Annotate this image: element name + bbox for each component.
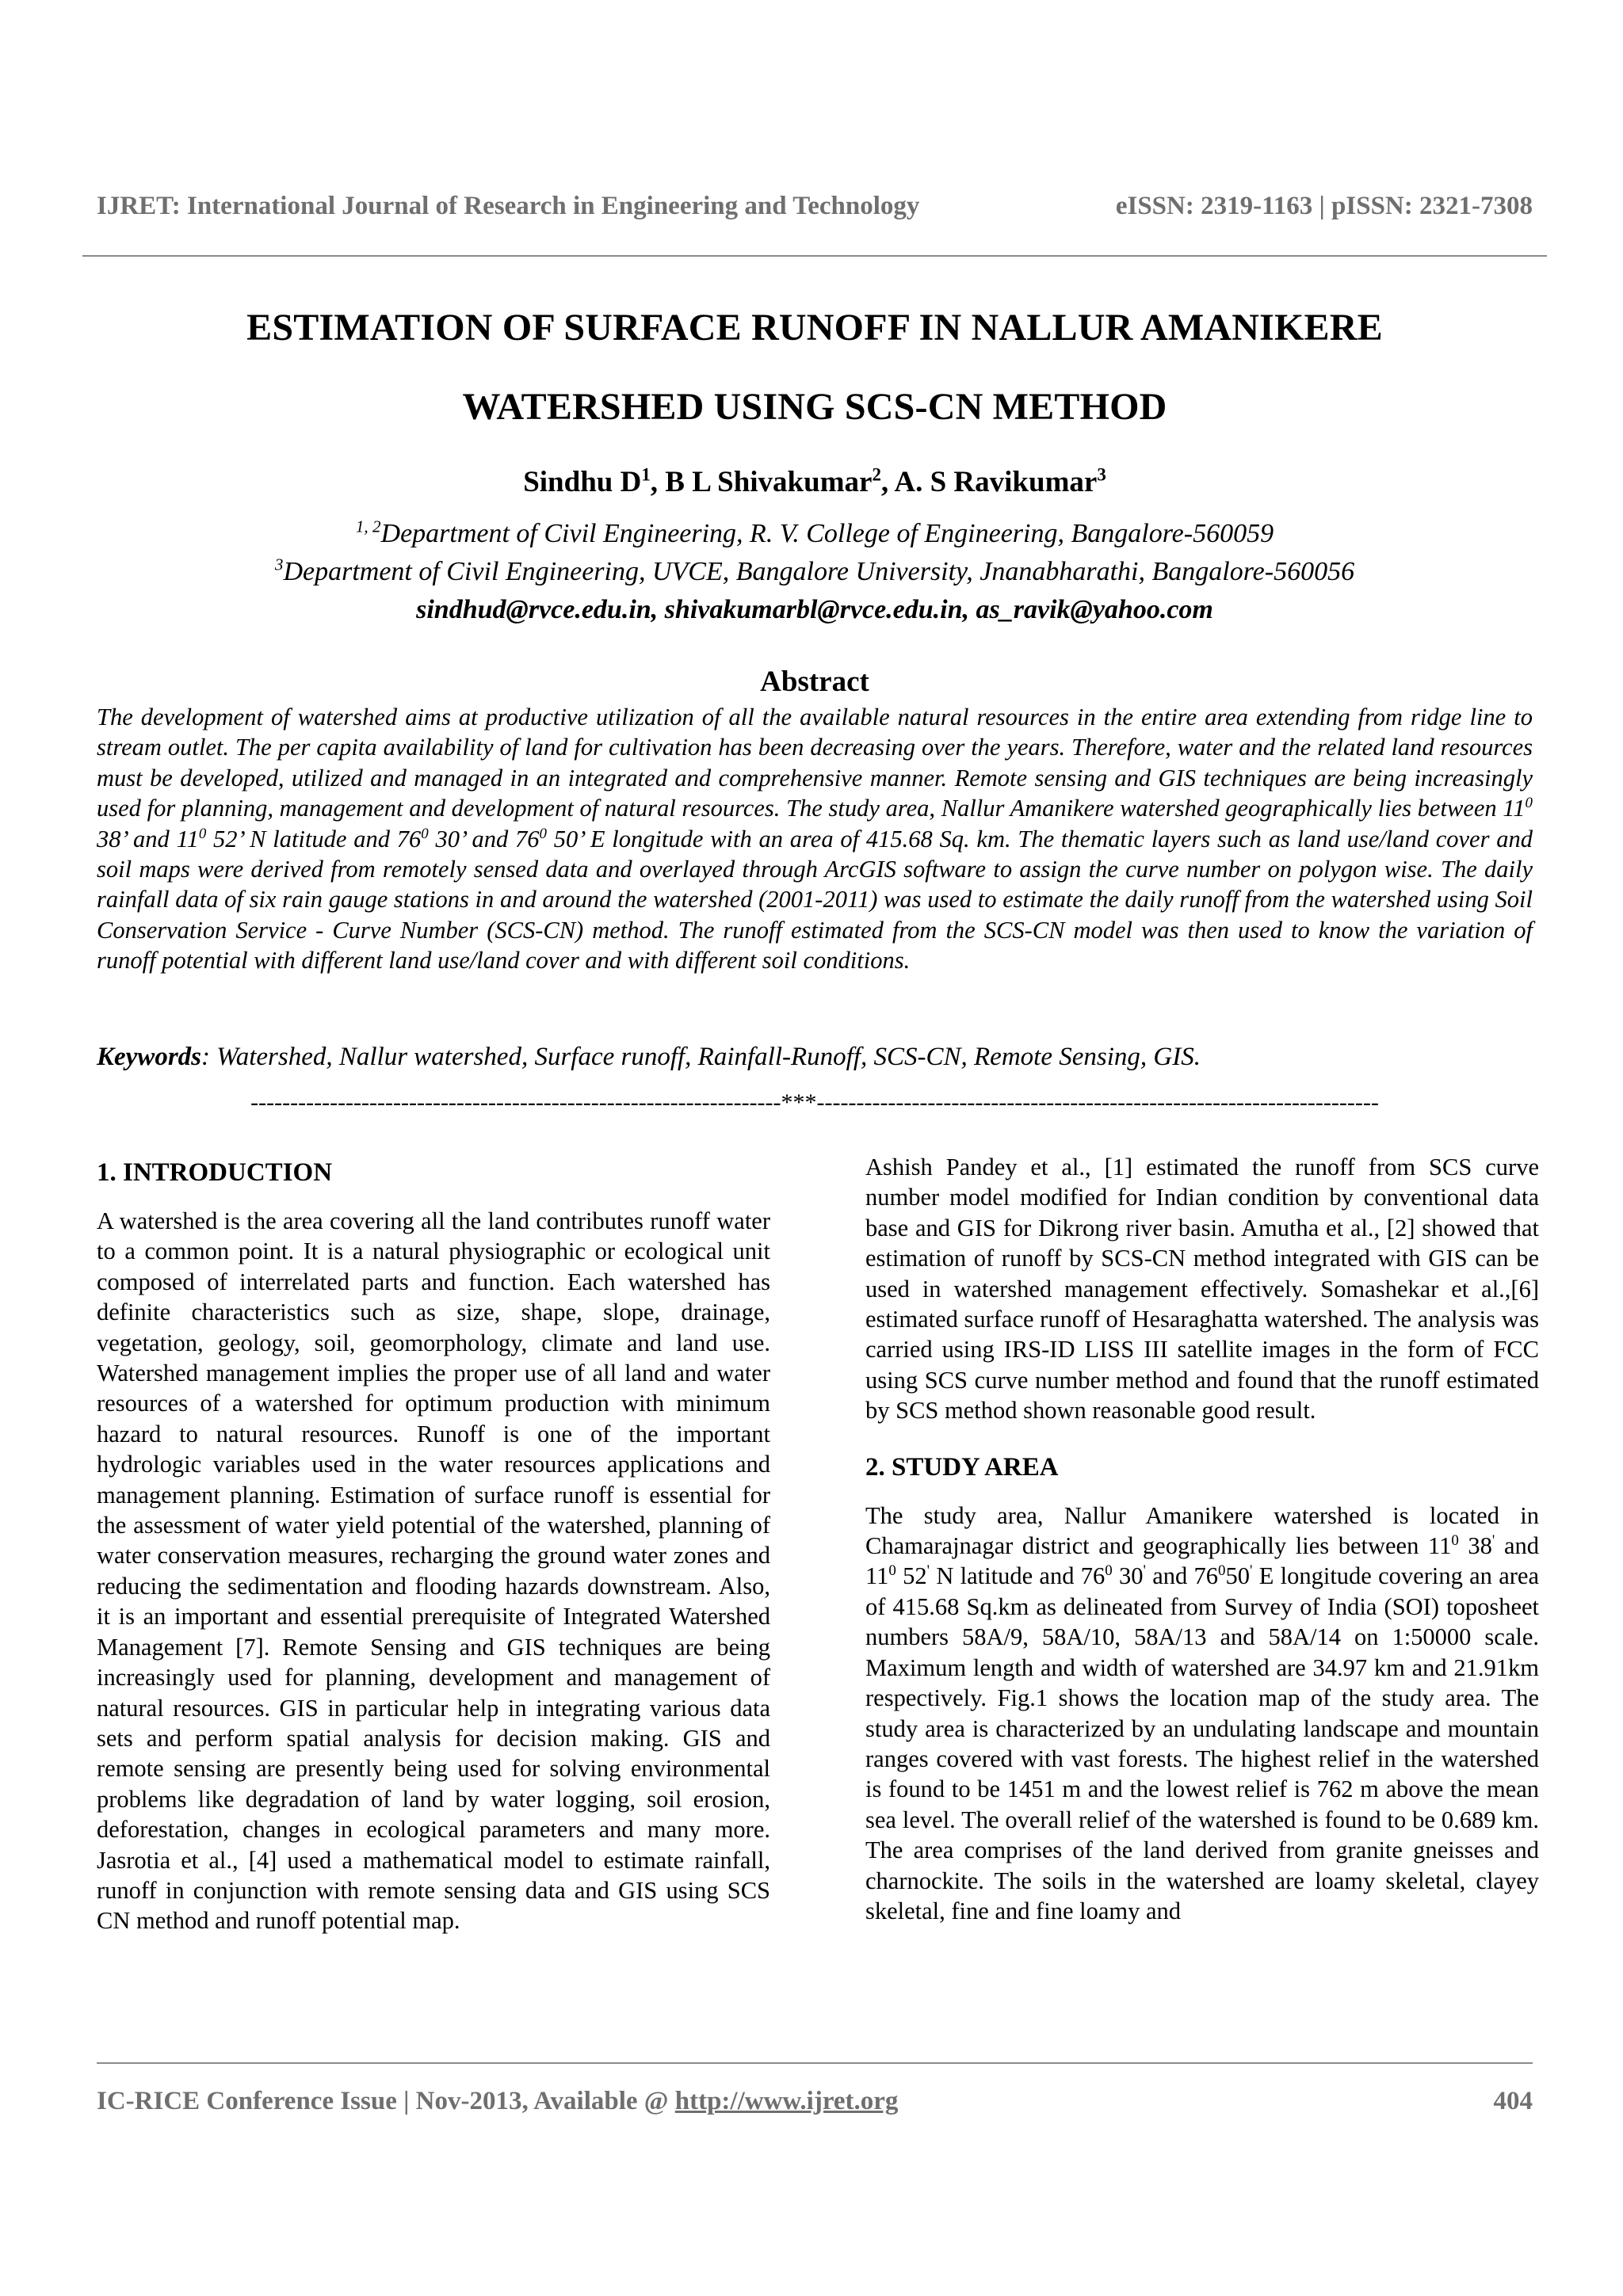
abstract-part: The development of watershed aims at productive utilization of all the available natural resources in the entire area extending from ridge line to stream outlet. The per capita availability of land for cultivation has been decreasing over the years. Therefore, water and the related land resources must be developed, utilized and managed in an integrated and comprehensive manner. Remote sensing and GIS techniques are being increasingly used for planning, management and development of natural resources. The study area, Nallur Amanikere watershed geographically lies between 11	[97, 704, 1533, 822]
introduction-text: A watershed is the area covering all the land contributes runoff water to a common point. It is a natural physiographic or ecological unit composed of interrelated parts and function. Each watershed has definite characteristics such as size, shape, slope, drainage, vegetation, geology, soil, geomorphology, climate and land use. Watershed management implies the proper use of all land and water resources of a watershed for optimum production with minimum hazard to natural resources. Runoff is one of the important hydrologic variables used in the water resources applications and management planning. Estimation of surface runoff is essential for the assessment of water yield potential of the watershed, planning of water conservation measures, recharging the ground water zones and reducing the sedimentation and flooding hazards downstream. Also, it is an important and essential prerequisite of Integrated Watershed Management [7]. Remote Sensing and GIS techniques are being increasingly used for planning, development and management of natural resources. GIS in particular help in integrating various data sets and perform spatial analysis for decision making. GIS and remote sensing are presently being used for solving environmental problems like degradation of land by water logging, soil erosion, deforestation, changes in ecological parameters and many more. Jasrotia et al., [4] used a mathematical model to estimate rainfall, runoff in conjunction with remote sensing data and GIS using SCS CN method and runoff potential map.	[97, 1207, 770, 1935]
degree-sup: 0	[1105, 1562, 1113, 1580]
affiliation-1	[97, 515, 1533, 553]
introduction-continued: Ashish Pandey et al., [1] estimated the runoff from SCS curve number model modified for Indian condition by conventional data base and GIS for Dikrong river basin. Amutha et al., [2] showed that estimation of runoff by SCS-CN method integrated with GIS can be used in watershed management effectively. Somashekar et al.,[6] estimated surface runoff of Hesaraghatta watershed. The analysis was carried using IRS-ID LISS III satellite images in the form of FCC using SCS curve number method and found that the runoff estimated by SCS method shown reasonable good result.	[865, 1154, 1540, 1425]
title-line-2: WATERSHED USING SCS-CN METHOD	[462, 386, 1167, 428]
footer-citation	[97, 2087, 898, 2116]
minute-sup: '	[1491, 1531, 1495, 1549]
introduction-heading: 1. INTRODUCTION	[97, 1158, 333, 1187]
minute-sup: '	[926, 1562, 930, 1580]
journal-name: IJRET: International Journal of Research in Engineering and Technology	[97, 192, 920, 220]
study-text-part: 30	[1112, 1562, 1144, 1590]
author-2-sup: 2	[872, 464, 881, 485]
keywords-text: : Watershed, Nallur watershed, Surface runoff, Rainfall-Runoff, SCS-CN, Remote Sensing, GIS.	[201, 1043, 1201, 1071]
study-area-text	[865, 1501, 1539, 1927]
author-emails: sindhud@rvce.edu.in, shivakumarbl@rvce.edu.in, as_ravik@yahoo.com	[416, 595, 1213, 624]
running-header	[97, 181, 1533, 236]
degree-sup: 0	[1525, 795, 1533, 812]
study-text-part: N latitude and 76	[930, 1562, 1106, 1590]
author-3-sup: 3	[1097, 464, 1106, 485]
journal-link[interactable]: http://www.ijret.org	[674, 2087, 899, 2115]
affiliations	[97, 515, 1533, 629]
affiliation-2-text: Department of Civil Engineering, UVCE, Bangalore University, Jnanabharathi, Bangalore-560056	[283, 557, 1355, 586]
study-area-heading: 2. STUDY AREA	[865, 1452, 1059, 1482]
author-1-sup: 1	[641, 464, 651, 485]
affiliation-2	[97, 553, 1533, 591]
study-text-part: and 11	[865, 1532, 1539, 1590]
abstract-part: 50’ E longitude with an area of 415.68 Sq. km. The thematic layers such as land use/land cover and soil maps were derived from remotely sensed data and overlayed through ArcGIS software to assign the curve number on polygon wise. The daily rainfall data of six rain gauge stations in and around the watershed (2001-2011) was used to estimate the daily runoff from the watershed using Soil Conservation Service - Curve Number (SCS-CN) method. The runoff estimated from the SCS-CN model was then used to know the variation of runoff potential with different land use/land cover and with different soil conditions.	[97, 825, 1533, 974]
minute-sup: '	[1250, 1562, 1253, 1580]
affiliation-2-sup: 3	[274, 555, 284, 574]
affiliation-1-text: Department of Civil Engineering, R. V. College of Engineering, Bangalore-560059	[380, 519, 1274, 548]
footer-rule	[97, 2062, 1533, 2064]
page-number: 404	[1493, 2087, 1533, 2115]
keywords-label: Keywords	[97, 1043, 201, 1071]
header-rule	[82, 255, 1547, 257]
study-text-part: and 76	[1145, 1562, 1219, 1590]
degree-sup: 0	[539, 825, 547, 842]
abstract-part: 30’ and 76	[428, 825, 540, 852]
abstract-part: 52’ N latitude and 76	[206, 825, 422, 852]
affiliation-1-sup: 1, 2	[355, 517, 381, 536]
issn-info: eISSN: 2319-1163 | pISSN: 2321-7308	[1115, 192, 1533, 220]
abstract-text	[97, 702, 1533, 976]
running-footer	[97, 2077, 1533, 2125]
study-text-part: E longitude covering an area of 415.68 Sq.km as delineated from Survey of India (SOI) toposheet numbers 58A/9, 58A/10, 58A/13 and 58A/14 on 1:50000 scale. Maximum length and width of watershed are 34.97 km and 21.91km respectively. Fig.1 shows the location map of the study area. The study area is characterized by an undulating landscape and mountain ranges covered with vast forests. The highest relief in the watershed is found to be 1451 m and the lowest relief is 762 m above the mean sea level. The overall relief of the watershed is found to be 0.689 km. The area comprises of the land derived from granite gneisses and charnockite. The soils in the watershed are loamy skeletal, clayey skeletal, fine and fine loamy and	[865, 1562, 1539, 1924]
right-column	[865, 1152, 1539, 1926]
abstract-part: 38’ and 11	[97, 825, 199, 852]
author-1: Sindhu D	[523, 466, 642, 498]
keywords	[97, 1039, 1533, 1074]
author-2: , B L Shivakumar	[650, 466, 873, 498]
degree-sup: 0	[888, 1562, 896, 1580]
study-text-part: The study area, Nallur Amanikere watershed is located in Chamarajnagar district and geographically lies between 11	[865, 1501, 1539, 1560]
study-text-part: 52	[896, 1562, 927, 1590]
title-line-1: ESTIMATION OF SURFACE RUNOFF IN NALLUR AMANIKERE	[246, 307, 1383, 349]
degree-sup: 0	[1451, 1531, 1459, 1549]
footer-issue-text: IC-RICE Conference Issue | Nov-2013, Available @	[97, 2087, 675, 2115]
author-list	[97, 463, 1533, 502]
degree-sup: 0	[1218, 1562, 1226, 1580]
degree-sup: 0	[421, 825, 429, 842]
abstract-heading: Abstract	[760, 666, 869, 698]
left-column	[97, 1155, 770, 1936]
minute-sup: '	[1143, 1562, 1146, 1580]
paper-title	[97, 288, 1533, 447]
study-text-part: 38	[1458, 1532, 1492, 1560]
degree-sup: 0	[198, 825, 207, 842]
study-text-part: 50	[1225, 1562, 1250, 1590]
author-3: , A. S Ravikumar	[880, 466, 1098, 498]
section-divider: -------------------------------------------------------------------***-----------------------------------------------------------------------	[250, 1089, 1379, 1116]
